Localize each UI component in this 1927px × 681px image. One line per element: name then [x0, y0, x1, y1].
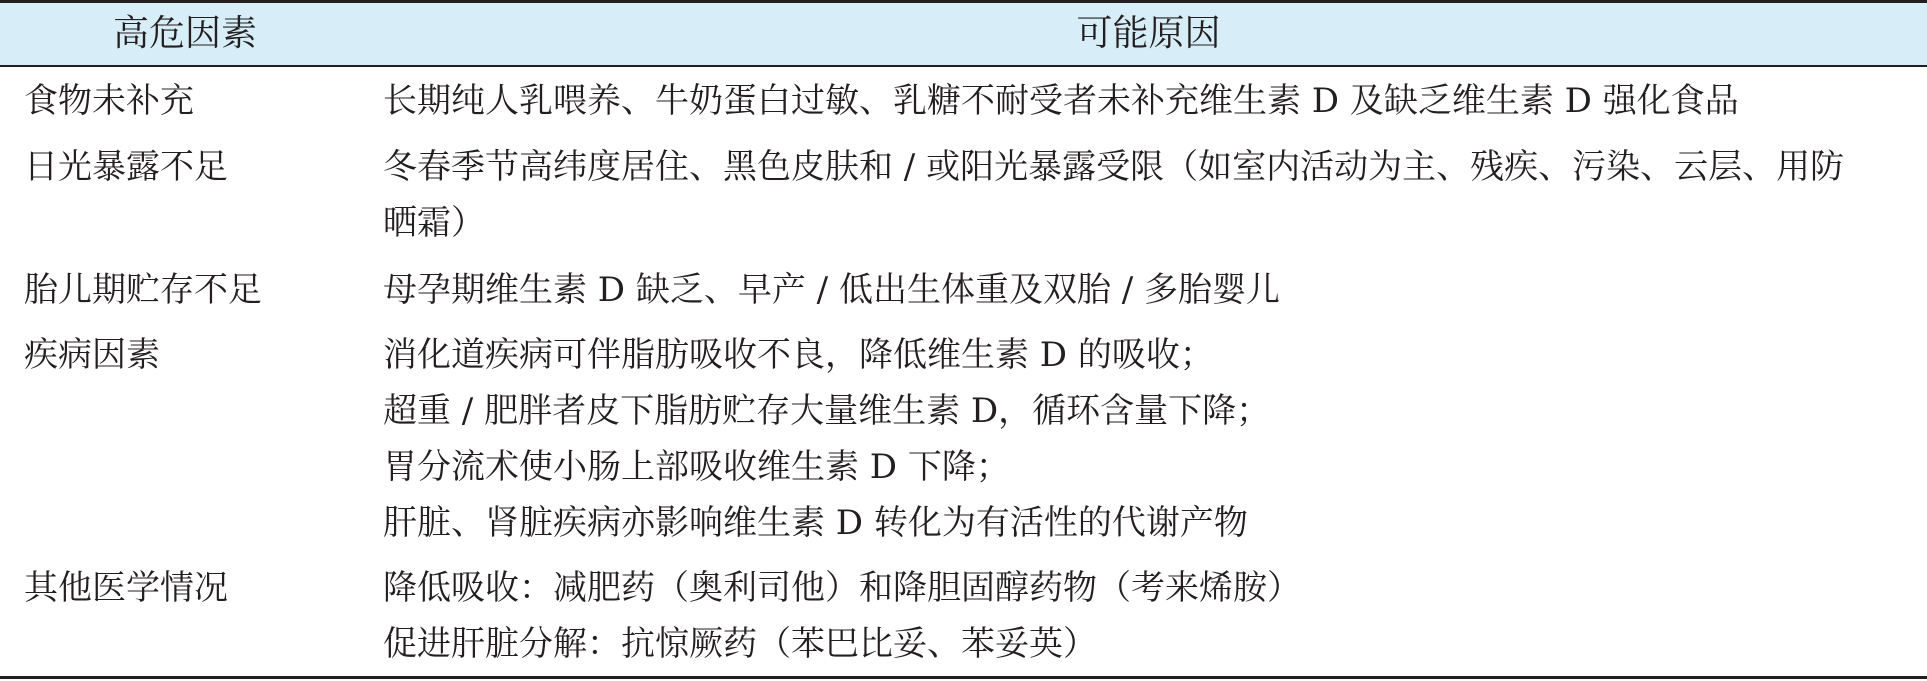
cause-line: 母孕期维生素 D 缺乏、早产 / 低出生体重及双胎 / 多胎婴儿 — [383, 270, 1281, 310]
table-row — [0, 73, 1927, 129]
table-bottom-rule — [0, 676, 1927, 679]
cause-line: 长期纯人乳喂养、牛奶蛋白过敏、乳糖不耐受者未补充维生素 D 及缺乏维生素 D 强化食品 — [383, 81, 1739, 121]
row-factor: 日光暴露不足 — [24, 147, 228, 187]
table-row — [0, 560, 1927, 672]
row-factor: 疾病因素 — [24, 335, 160, 375]
table-row — [0, 327, 1927, 551]
cause-line: 肝脏、肾脏疾病亦影响维生素 D 转化为有活性的代谢产物 — [383, 503, 1248, 543]
cause-line: 降低吸收：减肥药（奥利司他）和降胆固醇药物（考来烯胺） — [383, 568, 1301, 608]
header-cause: 可能原因 — [1076, 13, 1221, 54]
row-cause — [383, 73, 1913, 129]
row-cause — [383, 139, 1913, 251]
row-factor: 食物未补充 — [24, 81, 194, 121]
cause-line: 超重 / 肥胖者皮下脂肪贮存大量维生素 D，循环含量下降； — [383, 391, 1271, 431]
table-header-rule — [0, 65, 1927, 67]
cause-line: 消化道疾病可伴脂肪吸收不良，降低维生素 D 的吸收； — [383, 335, 1214, 375]
table-row — [0, 262, 1927, 318]
cause-line: 促进肝脏分解：抗惊厥药（苯巴比妥、苯妥英） — [383, 624, 1097, 664]
cause-line: 胃分流术使小肠上部吸收维生素 D 下降； — [383, 447, 1010, 487]
row-factor: 其他医学情况 — [24, 568, 228, 608]
table-row — [0, 139, 1927, 251]
row-cause — [383, 560, 1913, 672]
row-cause — [383, 327, 1913, 551]
row-cause — [383, 262, 1913, 318]
row-factor: 胎儿期贮存不足 — [24, 270, 262, 310]
cause-line: 晒霜） — [383, 203, 485, 243]
cause-line: 冬春季节高纬度居住、黑色皮肤和 / 或阳光暴露受限（如室内活动为主、残疾、污染、云层、用防 — [383, 147, 1845, 187]
header-factor: 高危因素 — [112, 13, 257, 54]
